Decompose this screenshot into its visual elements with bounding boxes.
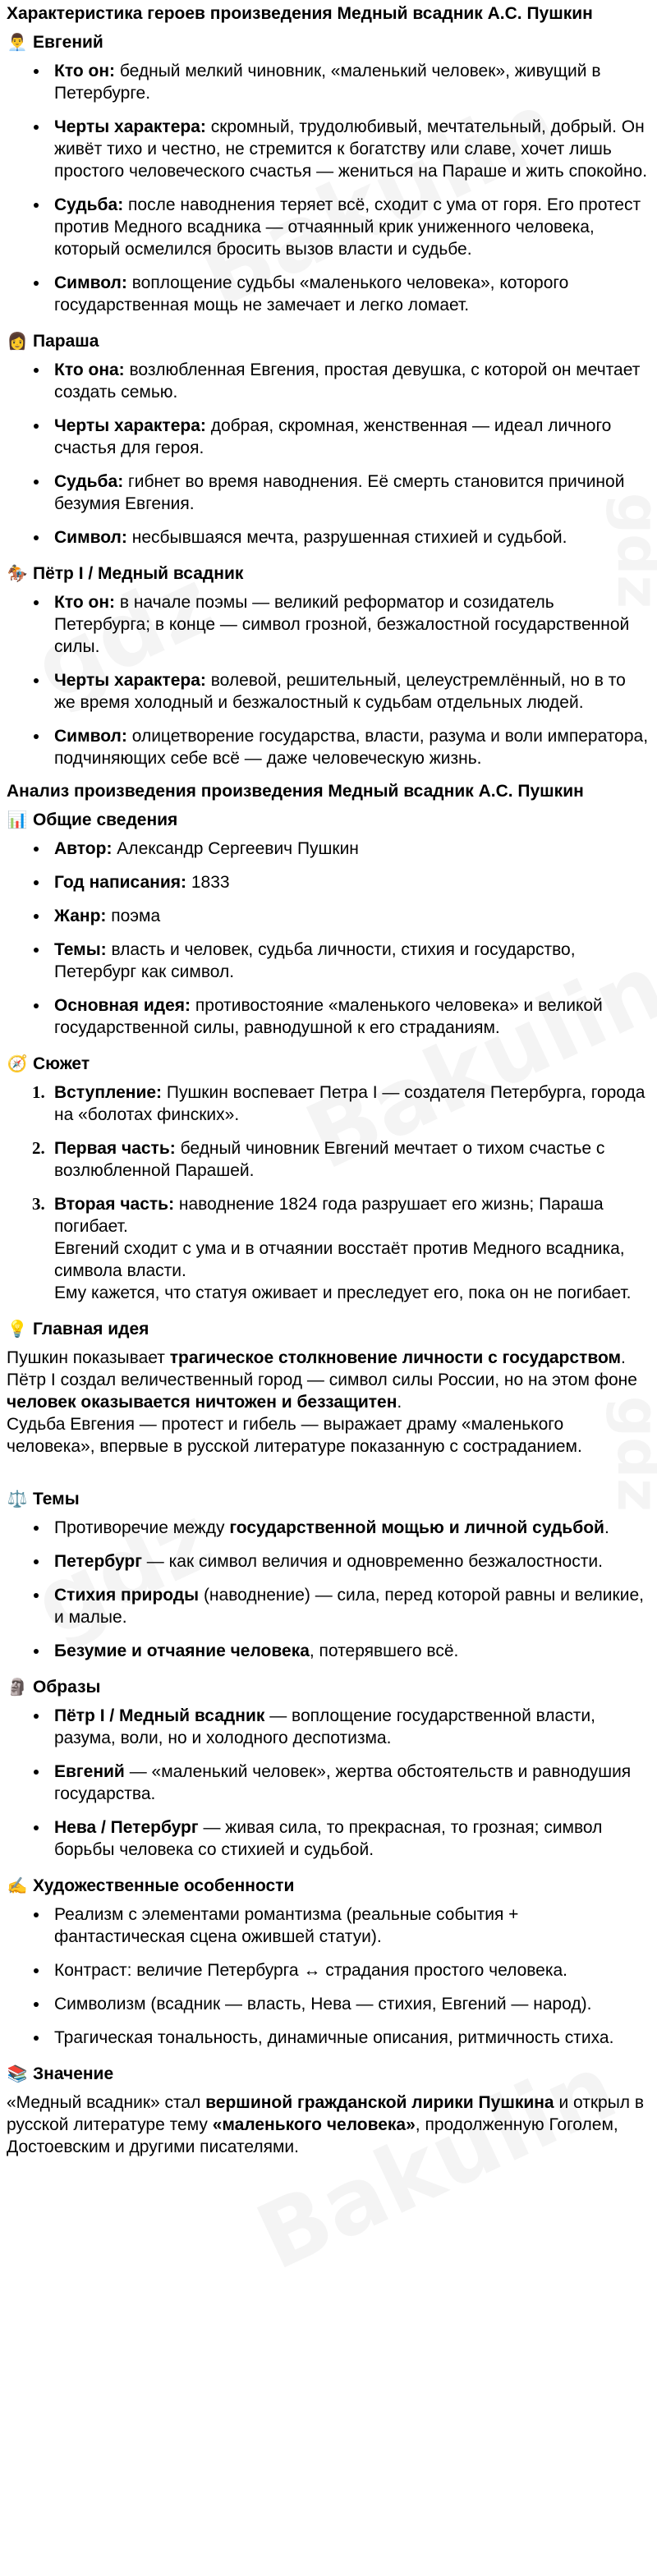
list-item: • Трагическая тональность, динамичные описания, ритмичность стиха. (49, 2027, 650, 2049)
list-item: • Черты характера: добрая, скромная, женственная — идеал личного счастья для героя. (49, 415, 650, 459)
list-item: • Символ: воплощение судьбы «маленького человека», которого государственная мощь не замечает и легко ломает. (49, 272, 650, 316)
list-item: • Символ: несбывшаяся мечта, разрушенная стихией и судьбой. (49, 526, 650, 549)
list-item: • Автор: Александр Сергеевич Пушкин (49, 838, 650, 860)
books-icon: 📚 (7, 2065, 28, 2083)
list-item: • Темы: власть и человек, судьба личности, стихия и государство, Петербург как символ. (49, 939, 650, 983)
statue-icon: 🗿 (7, 1678, 28, 1697)
list-item: • Петербург — как символ величия и одновременно безжалостности. (49, 1550, 650, 1573)
section-title: Сюжет (33, 1054, 90, 1073)
section-heading-plot (7, 1054, 650, 1075)
section-heading-evgeny (7, 32, 650, 53)
evgeny-list (7, 60, 650, 316)
images-list (7, 1705, 650, 1861)
man-icon: 👨‍💼 (7, 34, 28, 52)
list-item: • Контраст: величие Петербурга ↔ страдания простого человека. (49, 1959, 650, 1981)
list-item: • Черты характера: волевой, решительный, целеустремлённый, но в то же время холодный и безжалостный к судьбам отдельных людей. (49, 669, 650, 714)
section-title: Общие сведения (33, 810, 178, 829)
section-heading-idea (7, 1319, 650, 1340)
list-item: • Кто она: возлюбленная Евгения, простая девушка, с которой он мечтает создать семью. (49, 359, 650, 403)
list-item: 2. Первая часть: бедный чиновник Евгений мечтает о тихом счастье с возлюбленной Парашей. (49, 1137, 650, 1182)
section-heading-images (7, 1677, 650, 1698)
list-item: • Нева / Петербург — живая сила, то прекрасная, то грозная; символ борьбы человека со стихией и судьбой. (49, 1816, 650, 1861)
list-item: • Стихия природы (наводнение) — сила, перед которой равны и великие, и малые. (49, 1584, 650, 1628)
plot-list (7, 1081, 650, 1304)
writing-hand-icon: ✍️ (7, 1877, 28, 1895)
section-title: Темы (33, 1490, 80, 1508)
list-item: • Судьба: после наводнения теряет всё, сходит с ума от горя. Его протест против Медного всадника — отчаянный крик униженного человека, который осмелился бросить вызов власти и судьбе. (49, 194, 650, 260)
section-heading-peter (7, 563, 650, 585)
section-title: Параша (33, 332, 99, 351)
peter-list (7, 591, 650, 769)
section-heading-parasha (7, 331, 650, 352)
section-heading-meaning (7, 2064, 650, 2085)
horse-rider-icon: 🏇 (7, 565, 28, 583)
section-title: Пётр I / Медный всадник (33, 564, 244, 583)
section-heading-art (7, 1876, 650, 1897)
section-title: Художественные особенности (33, 1876, 295, 1895)
list-item: • Черты характера: скромный, трудолюбивый, мечтательный, добрый. Он живёт тихо и честно, не стремится к богатству или славе, хочет лишь простого человеческого счастья — жениться на Параше и жить спокойно. (49, 116, 650, 182)
list-item: • Судьба: гибнет во время наводнения. Её смерть становится причиной безумия Евгения. (49, 471, 650, 515)
page-title: Характеристика героев произведения Медный всадник А.С. Пушкин (7, 4, 593, 23)
list-item: • Год написания: 1833 (49, 871, 650, 893)
list-item: • Символизм (всадник — власть, Нева — стихия, Евгений — народ). (49, 1993, 650, 2015)
list-item: • Кто он: бедный мелкий чиновник, «маленький человек», живущий в Петербурге. (49, 60, 650, 104)
woman-icon: 👩 (7, 333, 28, 351)
list-item: • Символ: олицетворение государства, власти, разума и воли императора, подчиняющих себе всё — даже человеческую жизнь. (49, 725, 650, 769)
art-list (7, 1903, 650, 2049)
list-item: 1. Вступление: Пушкин воспевает Петра I — создателя Петербурга, города на «болотах финских». (49, 1081, 650, 1126)
list-item: • Реализм с элементами романтизма (реальные события + фантастическая сцена ожившей статуи). (49, 1903, 650, 1948)
section-title: Образы (33, 1678, 101, 1697)
analysis-title: Анализ произведения произведения Медный всадник А.С. Пушкин (7, 782, 584, 801)
list-item: • Пётр I / Медный всадник — воплощение государственной власти, разума, воли, но и холодного деспотизма. (49, 1705, 650, 1749)
list-item: • Противоречие между государственной мощью и личной судьбой. (49, 1517, 650, 1539)
list-item: 3. Вторая часть: наводнение 1824 года разрушает его жизнь; Параша погибает. Евгений сходит с ума и в отчаянии восстаёт против Медного всадника, символа власти. Ему кажется, что статуя оживает и преследует его, пока он не погибает. (49, 1193, 650, 1304)
general-list (7, 838, 650, 1039)
list-item: • Основная идея: противостояние «маленького человека» и великой государственной силы, равнодушной к его страданиям. (49, 994, 650, 1039)
chart-icon: 📊 (7, 811, 28, 829)
list-item: • Безумие и отчаяние человека, потерявшего всё. (49, 1640, 650, 1662)
lightbulb-icon: 💡 (7, 1320, 28, 1339)
list-item: • Жанр: поэма (49, 905, 650, 927)
section-heading-themes (7, 1489, 650, 1510)
themes-list (7, 1517, 650, 1662)
section-title: Значение (33, 2064, 114, 2083)
section-heading-general (7, 810, 650, 831)
compass-icon: 🧭 (7, 1055, 28, 1073)
list-item: • Евгений — «маленький человек», жертва обстоятельств и равнодушия государства. (49, 1761, 650, 1805)
section-title: Главная идея (33, 1320, 149, 1339)
meaning-text: «Медный всадник» стал вершиной гражданской лирики Пушкина и открыл в русской литературе тему «маленького человека», продолженную Гоголем, Достоевским и другими писателями. (7, 2093, 645, 2156)
list-item: • Кто он: в начале поэмы — великий реформатор и созидатель Петербурга; в конце — символ грозной, безжалостной государственной силы. (49, 591, 650, 658)
section-title: Евгений (33, 33, 103, 52)
idea-text: Пушкин показывает трагическое столкновение личности с государством. Пётр I создал величественный город — символ силы России, но на этом фоне человек оказывается ничтожен и беззащитен. Судьба Евгения — протест и гибель — выражает драму «маленького человека», впервые в русской литературе показанную с состраданием. (7, 1348, 637, 1456)
parasha-list (7, 359, 650, 549)
scales-icon: ⚖️ (7, 1490, 28, 1508)
